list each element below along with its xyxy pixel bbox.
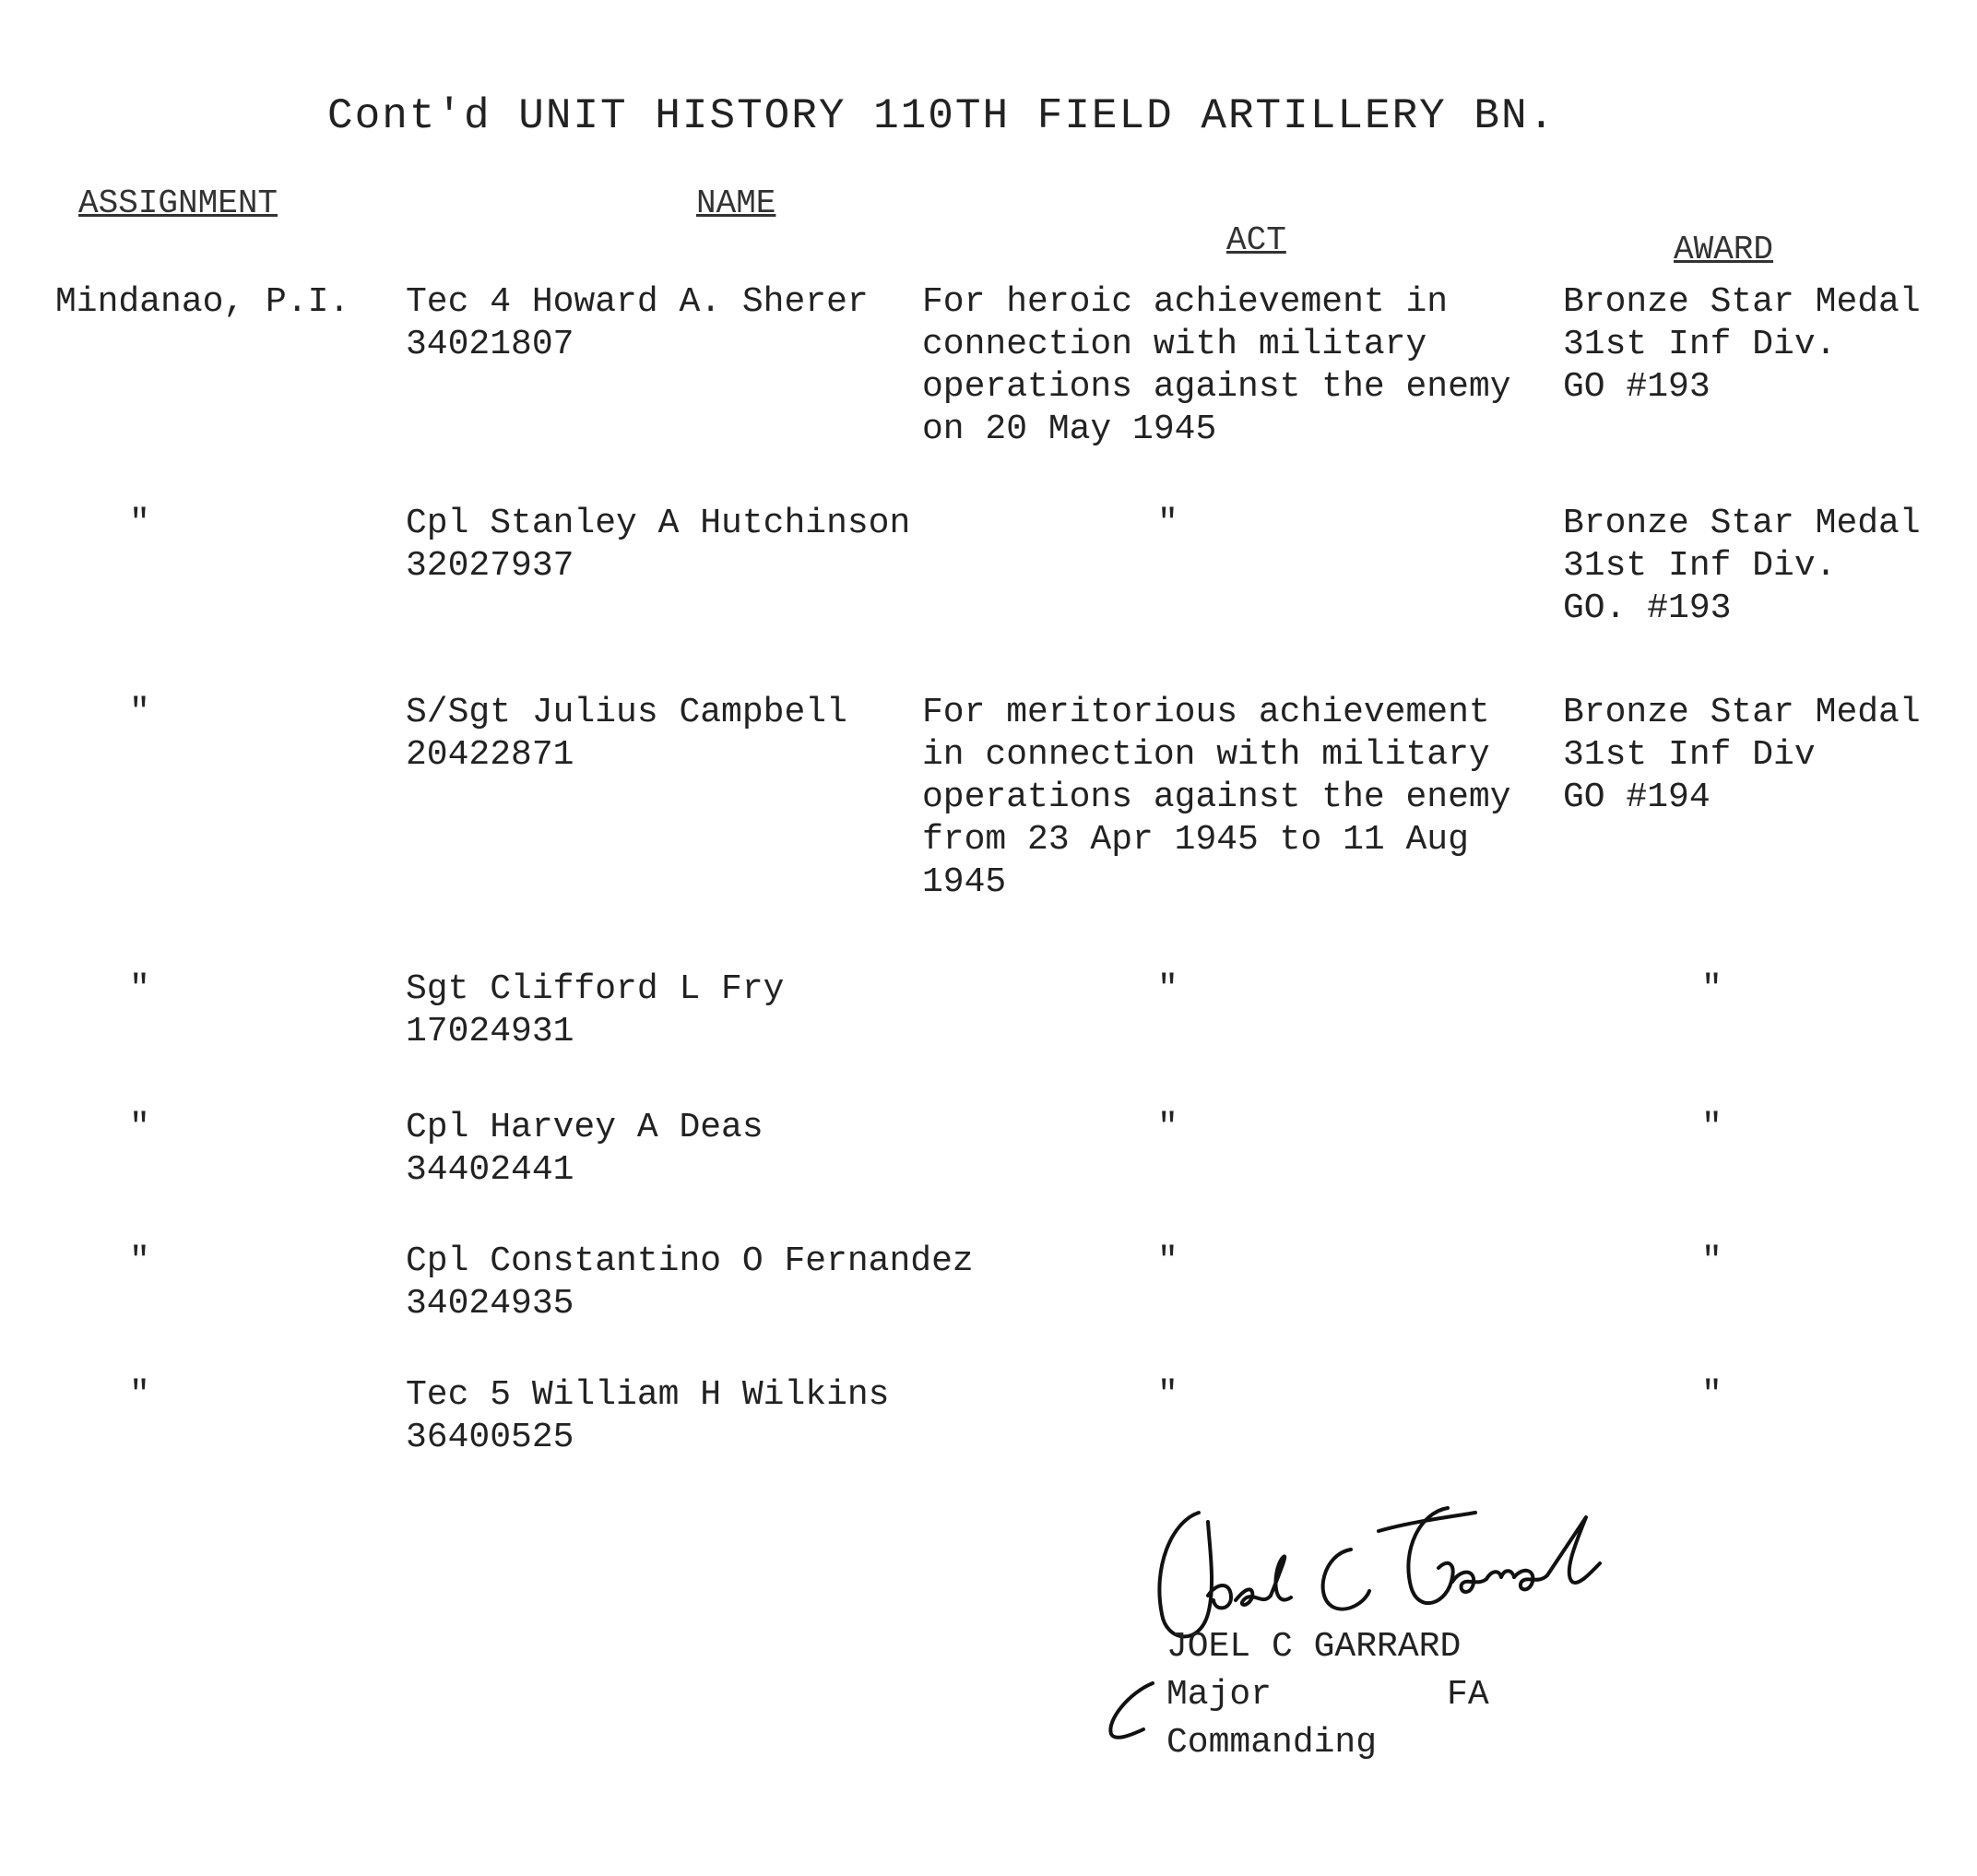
entry-serial-line: 32027937 <box>406 546 574 586</box>
entry-award-line: 31st Inf Div <box>1563 735 1816 775</box>
entry-award-line: " <box>1701 969 1722 1009</box>
entry-act <box>922 281 1511 451</box>
entry-award-line: 31st Inf Div. <box>1563 325 1837 364</box>
entry-act <box>922 692 1511 904</box>
entry-assignment: Mindanao, P.I. <box>55 282 350 322</box>
entry-award <box>1563 692 1921 819</box>
entry-name <box>406 968 784 1053</box>
rank: Major <box>1166 1675 1273 1715</box>
entry-award-line: Bronze Star Medal <box>1563 504 1921 543</box>
entry-act <box>1157 1241 1178 1283</box>
entry-act <box>1157 503 1178 545</box>
entry-name-line: Sgt Clifford L Fry <box>406 969 785 1009</box>
entry-act-line: in connection with military <box>922 735 1490 775</box>
entry-name-line: Tec 5 William H Wilkins <box>406 1375 890 1415</box>
entry-award <box>1701 968 1722 1011</box>
entry-award-line: " <box>1701 1108 1722 1147</box>
entry-serial-line: 20422871 <box>406 735 574 775</box>
entry-award-line: Bronze Star Medal <box>1563 282 1921 322</box>
entry-award-line: GO #194 <box>1563 778 1711 817</box>
entry-award-line: " <box>1701 1375 1722 1415</box>
entry-act-line: 1945 <box>922 862 1007 902</box>
entry-award-line: GO #193 <box>1563 367 1711 407</box>
entry-name <box>406 1107 764 1192</box>
entry-act-line: operations against the enemy <box>922 367 1511 407</box>
entry-serial-line: 34024935 <box>406 1284 574 1324</box>
entry-serial-line: 34402441 <box>406 1150 574 1190</box>
entry-name <box>406 503 910 588</box>
entry-award <box>1563 281 1921 409</box>
entry-act-line: " <box>1157 969 1178 1009</box>
entry-name <box>406 1374 890 1459</box>
signature-flourish <box>1102 1679 1166 1743</box>
entry-award-line: " <box>1701 1241 1722 1281</box>
entry-act-line: For meritorious achievement <box>922 693 1490 732</box>
column-header-act: ACT <box>1226 221 1286 259</box>
entry-assignment: " <box>129 1108 150 1147</box>
entry-name <box>406 1241 974 1325</box>
entry-award-line: GO. #193 <box>1563 588 1732 628</box>
signature-block <box>1166 1623 1489 1767</box>
entry-act-line: " <box>1157 1108 1178 1147</box>
printed-name: JOEL C GARRARD <box>1166 1627 1462 1667</box>
entry-award-line: 31st Inf Div. <box>1563 546 1837 586</box>
entry-name <box>406 692 847 777</box>
entry-assignment: " <box>129 693 150 732</box>
entry-act <box>1157 1374 1178 1417</box>
entry-name <box>406 281 869 366</box>
entry-award <box>1701 1241 1722 1283</box>
column-header-award: AWARD <box>1674 231 1774 268</box>
column-header-assignment: ASSIGNMENT <box>78 184 278 222</box>
entry-award <box>1701 1374 1722 1417</box>
entry-serial-line: 34021807 <box>406 325 574 364</box>
entry-act-line: For heroic achievement in <box>922 282 1449 322</box>
rank-branch-line <box>1166 1671 1489 1719</box>
entry-assignment: " <box>129 969 150 1009</box>
entry-award <box>1563 503 1921 630</box>
entry-assignment: " <box>129 1375 150 1415</box>
entry-serial-line: 17024931 <box>406 1012 574 1051</box>
entry-assignment: " <box>129 1241 150 1281</box>
entry-act-line: from 23 Apr 1945 to 11 Aug <box>922 820 1469 860</box>
entry-act <box>1157 968 1178 1011</box>
entry-act-line: " <box>1157 504 1178 543</box>
entry-act-line: " <box>1157 1241 1178 1281</box>
entry-name-line: Tec 4 Howard A. Sherer <box>406 282 869 322</box>
entry-name-line: Cpl Constantino O Fernandez <box>406 1241 974 1281</box>
entry-name-line: Cpl Stanley A Hutchinson <box>406 504 911 543</box>
signature-title: Commanding <box>1166 1723 1378 1763</box>
page-title: Cont'd UNIT HISTORY 110TH FIELD ARTILLERY BN. <box>327 92 1557 140</box>
entry-serial-line: 36400525 <box>406 1418 574 1457</box>
entry-award <box>1701 1107 1722 1149</box>
entry-name-line: Cpl Harvey A Deas <box>406 1108 764 1147</box>
entry-name-line: S/Sgt Julius Campbell <box>406 693 847 732</box>
entry-act-line: " <box>1157 1375 1178 1415</box>
entry-act-line: connection with military <box>922 325 1427 364</box>
branch: FA <box>1447 1675 1489 1715</box>
entry-act-line: operations against the enemy <box>922 778 1511 817</box>
column-header-name: NAME <box>696 184 776 222</box>
entry-award-line: Bronze Star Medal <box>1563 693 1921 732</box>
entry-act <box>1157 1107 1178 1149</box>
entry-act-line: on 20 May 1945 <box>922 410 1217 449</box>
entry-assignment: " <box>129 504 150 543</box>
